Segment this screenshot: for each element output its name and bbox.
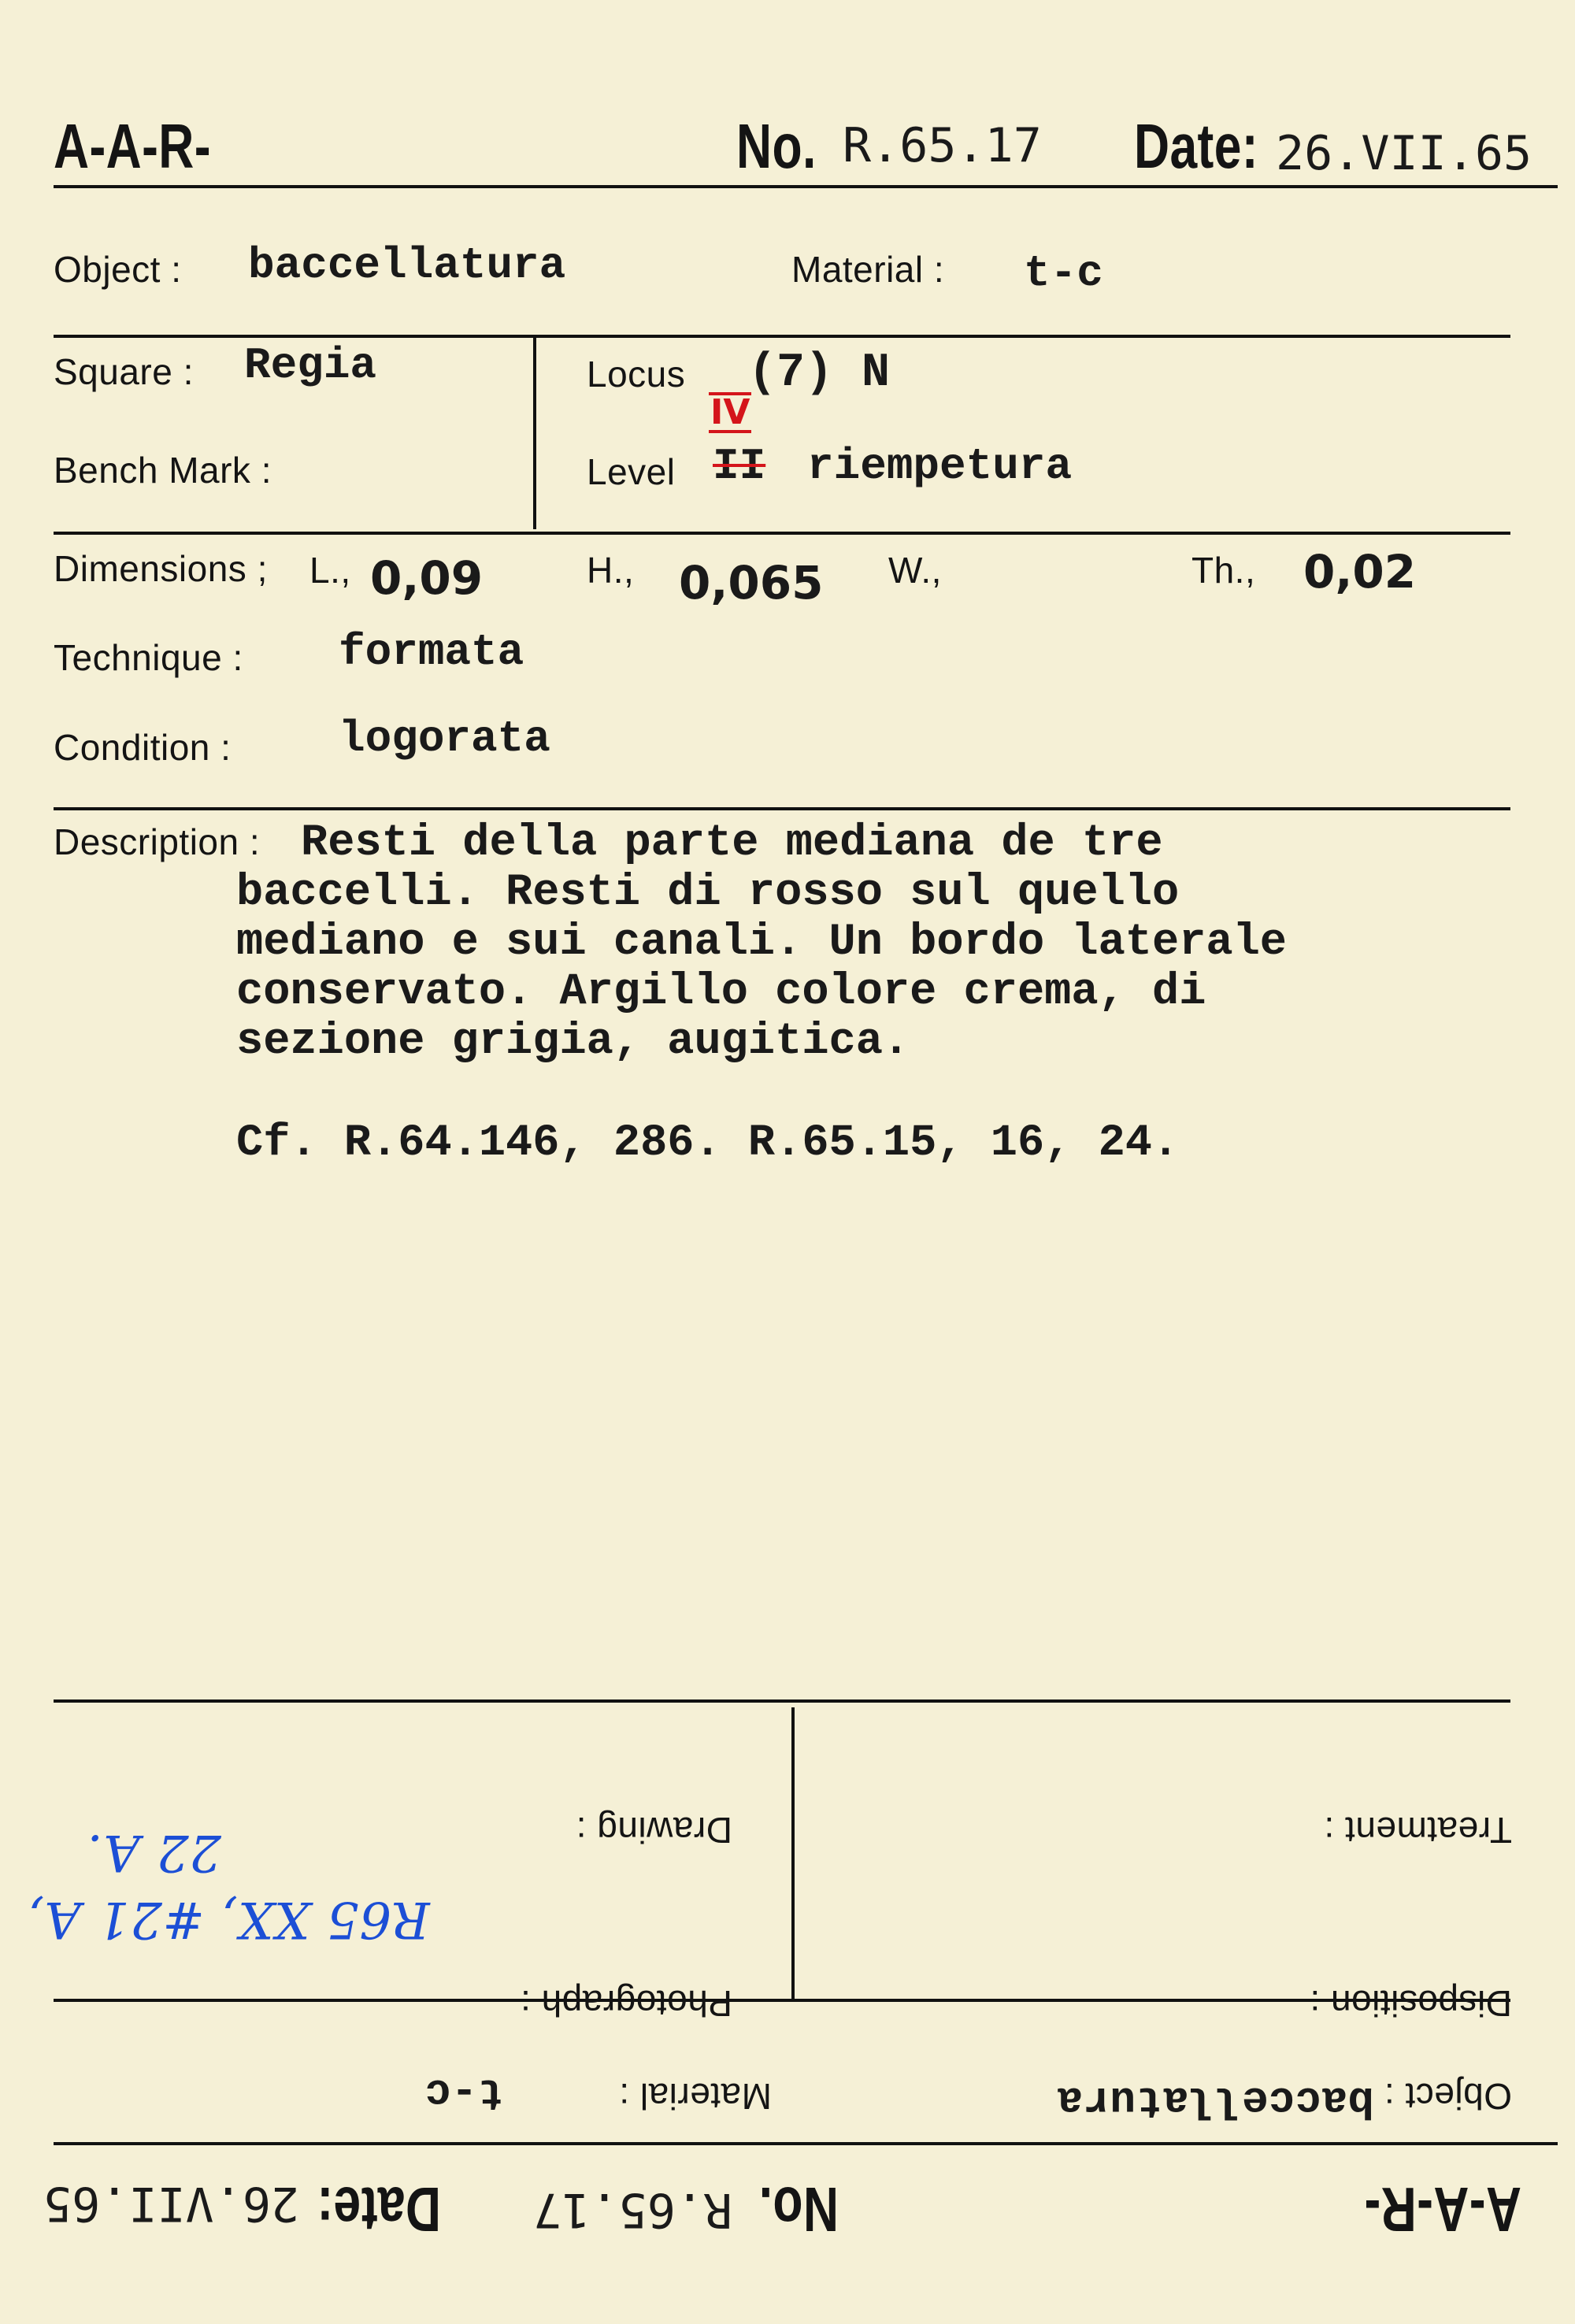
date-label-bottom: Date: — [317, 2174, 441, 2244]
photograph-value: R65 XX, #21 A, — [28, 1890, 430, 1948]
description-label: Description : — [54, 821, 261, 862]
level-value: riempetura — [807, 441, 1073, 491]
square-value: Regia — [244, 340, 377, 391]
technique-value: formata — [339, 627, 524, 677]
number-value-bottom: R.65.17 — [533, 2182, 732, 2237]
technique-label: Technique : — [54, 637, 243, 678]
level-label: Level — [587, 451, 676, 492]
object-value: baccellatura — [248, 240, 566, 291]
photograph-label: Photograph : — [520, 1983, 732, 2024]
number-label-bottom: No. — [758, 2174, 839, 2244]
level-correction: IV — [710, 392, 750, 432]
date-label: Date: — [1134, 111, 1258, 181]
material-value-bottom: t-c — [424, 2067, 504, 2118]
square-divider — [533, 337, 536, 529]
date-value-bottom: 26.VII.65 — [43, 2176, 299, 2231]
object-rule — [54, 335, 1510, 338]
material-label-bottom: Material : — [618, 2076, 772, 2117]
dimensions-th-value: 0,02 — [1303, 545, 1417, 599]
condition-value: logorata — [339, 714, 550, 764]
description-text — [236, 819, 1559, 1067]
number-label: No. — [736, 111, 817, 181]
square-label: Square : — [54, 351, 194, 392]
object-label-bottom: Object : — [1384, 2076, 1512, 2117]
description-line: Resti della parte mediana de tre — [301, 818, 1163, 869]
org-code-bottom: A-A-R- — [1364, 2174, 1521, 2244]
dimensions-h-value: 0,065 — [679, 556, 824, 610]
upside-down-section — [0, 1638, 1575, 2324]
level-struck-value: II — [713, 441, 766, 491]
drawing-label: Drawing : — [576, 1810, 732, 1851]
dimensions-l-value: 0,09 — [370, 551, 484, 605]
object-label: Object : — [54, 249, 182, 290]
header-rule — [54, 185, 1558, 188]
number-value: R.65.17 — [843, 118, 1042, 173]
locus-value: (7) N — [748, 347, 891, 400]
square-rule — [54, 532, 1510, 535]
dimensions-th-label: Th., — [1191, 550, 1256, 591]
condition-rule — [54, 807, 1510, 810]
treatment-label: Treatment : — [1324, 1810, 1512, 1851]
dimensions-h-label: H., — [587, 550, 635, 591]
description-line: sezione grigia, augitica. — [236, 1017, 910, 1067]
bench-mark-label: Bench Mark : — [54, 450, 272, 491]
object-value-bottom: baccellatura — [1056, 2075, 1374, 2126]
description-line: mediano e sui canali. Un bordo laterale — [236, 917, 1288, 968]
dimensions-l-label: L., — [309, 550, 351, 591]
condition-label: Condition : — [54, 727, 232, 768]
material-label: Material : — [791, 249, 945, 290]
locus-label: Locus — [587, 354, 686, 395]
cross-references: Cf. R.64.146, 286. R.65.15, 16, 24. — [236, 1118, 1180, 1169]
dimensions-w-label: W., — [888, 550, 942, 591]
org-code: A-A-R- — [54, 111, 211, 181]
date-value: 26.VII.65 — [1276, 126, 1532, 181]
material-value: t-c — [1024, 248, 1103, 298]
dimensions-label: Dimensions ; — [54, 548, 268, 589]
disposition-label: Disposition : — [1309, 1983, 1512, 2024]
description-line: baccelli. Resti di rosso sul quello — [236, 868, 1180, 918]
description-line: conservato. Argillo colore crema, di — [236, 967, 1206, 1017]
photograph-value-2: 22 A. — [87, 1823, 221, 1881]
